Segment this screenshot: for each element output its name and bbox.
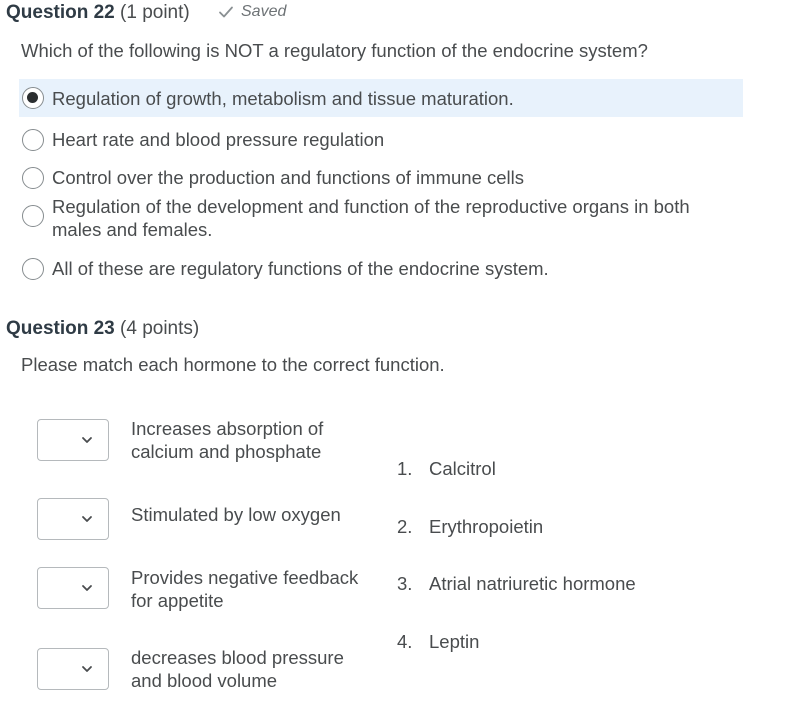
radio-option-2[interactable]: [22, 129, 44, 151]
option-2-label: Heart rate and blood pressure regulation: [52, 129, 385, 150]
choice-4-label: Leptin: [429, 631, 480, 652]
chevron-down-icon: [81, 663, 93, 675]
choice-4: [397, 631, 479, 653]
radio-option-5[interactable]: [22, 258, 44, 280]
question-22-text: Which of the following is NOT a regulatory function of the endocrine system?: [21, 40, 648, 61]
choice-2: [397, 516, 543, 538]
radio-option-3[interactable]: [22, 167, 44, 189]
chevron-down-icon: [81, 434, 93, 446]
match-prompt-3: Provides negative feedback for appetite: [131, 567, 359, 611]
check-icon: [218, 4, 234, 20]
choice-1-label: Calcitrol: [429, 458, 496, 479]
match-dropdown-2[interactable]: [37, 498, 109, 540]
choice-4-number: 4.: [397, 631, 413, 652]
option-4-label: Regulation of the development and function of the reproductive organs in both males and females.: [52, 196, 690, 240]
option-3-label: Control over the production and functions of immune cells: [52, 167, 525, 188]
radio-option-4[interactable]: [22, 205, 44, 227]
chevron-down-icon: [81, 513, 93, 525]
choice-3-number: 3.: [397, 573, 413, 594]
radio-option-1[interactable]: [22, 87, 44, 109]
match-prompt-1: Increases absorption of calcium and phosphate: [131, 418, 324, 462]
choice-2-label: Erythropoietin: [429, 516, 544, 537]
saved-status: [218, 3, 286, 21]
question-22-points: (1 point): [120, 2, 190, 23]
question-23-header: [6, 318, 199, 340]
option-4[interactable]: [19, 195, 719, 241]
choice-1: [397, 458, 496, 480]
question-23-text: Please match each hormone to the correct function.: [21, 354, 445, 375]
chevron-down-icon: [81, 582, 93, 594]
option-1[interactable]: [19, 79, 743, 117]
choice-2-number: 2.: [397, 516, 413, 537]
question-22-header: [6, 2, 190, 24]
question-23-points: (4 points): [120, 318, 200, 339]
choice-1-number: 1.: [397, 458, 413, 479]
option-5[interactable]: [19, 257, 743, 280]
option-3[interactable]: [19, 166, 743, 189]
question-22-title: Question 22: [6, 2, 115, 23]
choice-3-label: Atrial natriuretic hormone: [429, 573, 636, 594]
choice-3: [397, 573, 636, 595]
option-2[interactable]: [19, 128, 743, 151]
option-1-label: Regulation of growth, metabolism and tissue maturation.: [52, 87, 514, 109]
match-dropdown-1[interactable]: [37, 419, 109, 461]
match-dropdown-3[interactable]: [37, 567, 109, 609]
saved-label: Saved: [241, 3, 287, 20]
match-dropdown-4[interactable]: [37, 648, 109, 690]
match-prompt-2: Stimulated by low oxygen: [131, 504, 341, 525]
match-prompt-4: decreases blood pressure and blood volume: [131, 647, 344, 691]
question-23-title: Question 23: [6, 318, 115, 339]
option-5-label: All of these are regulatory functions of the endocrine system.: [52, 258, 549, 279]
